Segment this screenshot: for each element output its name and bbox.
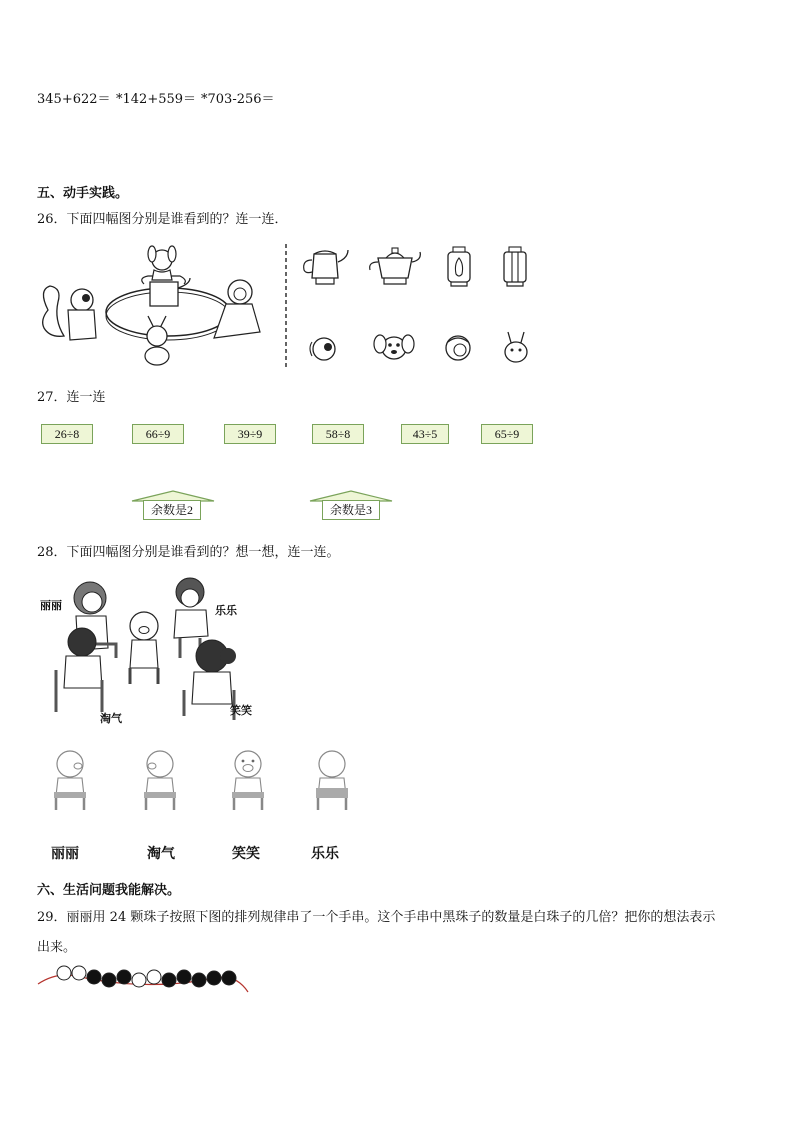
expression-box-6[interactable]: 65÷9 (481, 424, 533, 444)
calc-item-2: *142+559＝ (116, 92, 197, 107)
remainder-box-2[interactable] (143, 500, 201, 520)
expression-box-1[interactable]: 26÷8 (41, 424, 93, 444)
remainder-box-3[interactable] (322, 500, 380, 520)
expression-box-4[interactable]: 58÷8 (312, 424, 364, 444)
black-bead (87, 970, 101, 984)
expression-box-3[interactable]: 39÷9 (224, 424, 276, 444)
black-bead (222, 971, 236, 985)
teapot-side-icon (368, 244, 422, 290)
white-bead (72, 966, 86, 980)
section-5-title: 五、动手实践。 (37, 186, 129, 201)
pig-view-2-icon (140, 748, 180, 812)
white-bead (147, 970, 161, 984)
black-bead (162, 973, 176, 987)
q26-text: 26．下面四幅图分别是谁看到的？连一连． (37, 212, 288, 227)
remainder-label-2: 余数是2 (150, 503, 193, 517)
pig-view-3-icon (228, 748, 268, 812)
q27-text: 27．连一连 (37, 390, 106, 405)
teapot-front-icon (300, 244, 350, 290)
scene-label-taoqi: 淘气 (100, 712, 122, 725)
white-bead (132, 973, 146, 987)
dog-icon (372, 332, 416, 364)
black-bead (177, 970, 191, 984)
section-6-title: 六、生活问题我能解决。 (37, 883, 181, 898)
teapot-back-icon (442, 244, 476, 290)
pig-view-1-icon (50, 748, 90, 812)
calc-item-1: 345+622＝ (37, 92, 111, 107)
q26-scene-illustration (38, 240, 278, 368)
black-bead (207, 971, 221, 985)
q28-text: 28．下面四幅图分别是谁看到的？想一想，连一连。 (37, 545, 340, 560)
remainder-label-3: 余数是3 (329, 503, 372, 517)
black-bead (117, 970, 131, 984)
scene-label-xiaoxiao: 笑笑 (230, 704, 252, 717)
q26-divider (284, 244, 288, 368)
bead-bracelet-illustration (36, 962, 250, 996)
bird-icon (306, 334, 340, 364)
scene-label-lili: 丽丽 (40, 599, 62, 612)
teapot-handle-icon (498, 244, 532, 290)
rabbit-icon (500, 330, 532, 366)
black-bead (192, 973, 206, 987)
q29-text-line-2: 出来。 (37, 940, 77, 955)
view-name-taoqi: 淘气 (147, 846, 175, 862)
q29-text-line-1: 29．丽丽用 24 颗珠子按照下图的排列规律串了一个手串。这个手串中黑珠子的数量是白珠子的几倍？把你的想法表示 (37, 910, 716, 925)
calc-item-3: *703-256＝ (201, 92, 275, 107)
view-name-lele: 乐乐 (311, 846, 339, 862)
monkey-icon (442, 332, 474, 364)
scene-label-lele: 乐乐 (215, 604, 237, 617)
expression-box-2[interactable]: 66÷9 (132, 424, 184, 444)
view-name-lili: 丽丽 (51, 846, 79, 862)
view-name-xiaoxiao: 笑笑 (232, 846, 260, 862)
white-bead (57, 966, 71, 980)
expression-box-5[interactable]: 43÷5 (401, 424, 449, 444)
pig-view-4-icon (312, 748, 352, 812)
black-bead (102, 973, 116, 987)
